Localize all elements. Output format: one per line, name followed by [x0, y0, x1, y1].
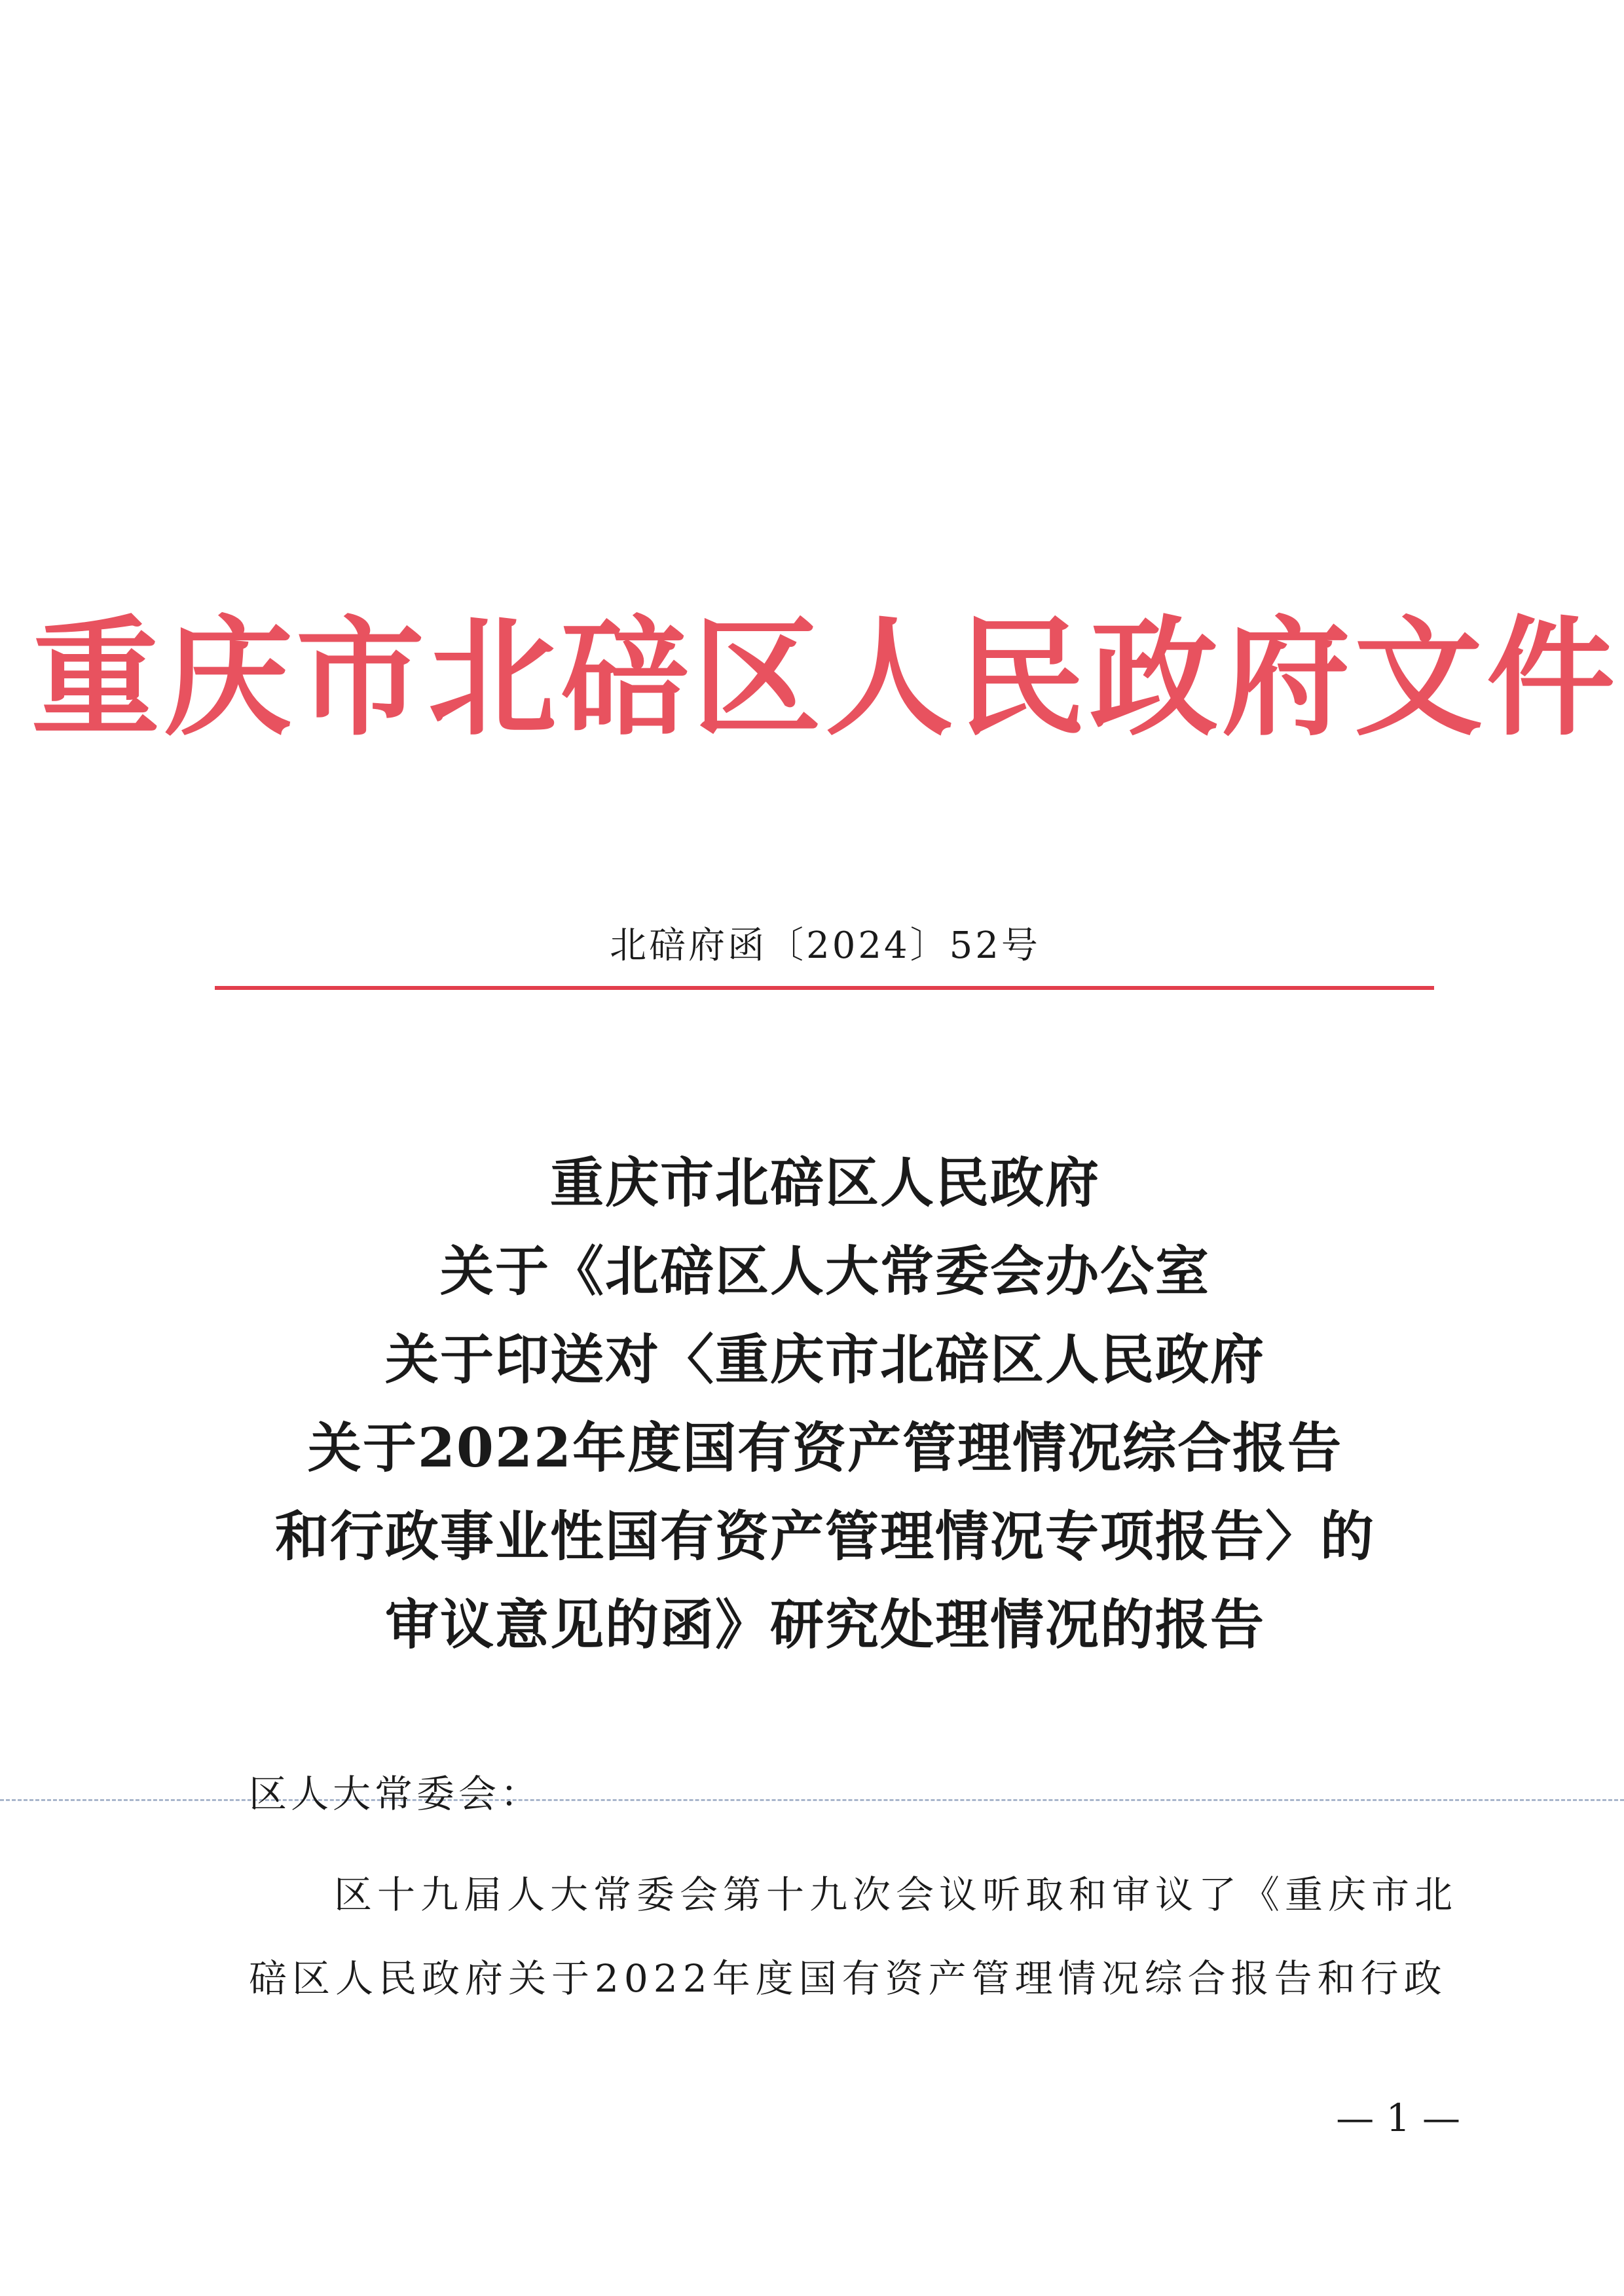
masthead-title: 重庆市北碚区人民政府文件 — [31, 604, 1619, 754]
title-line: 审议意见的函》研究处理情况的报告 — [384, 1594, 1265, 1656]
body-line: 区十九届人大常委会第十九次会议听取和审议了《重庆市北 — [334, 1872, 1458, 1917]
red-separator-line — [215, 986, 1434, 990]
title-line: 关于印送对〈重庆市北碚区人民政府 — [384, 1328, 1265, 1391]
title-line: 关于《北碚区人大常委会办公室 — [439, 1240, 1210, 1303]
body-line: 碚区人民政府关于2022年度国有资产管理情况综合报告和行政 — [249, 1956, 1447, 2001]
title-line: 重庆市北碚区人民政府 — [549, 1152, 1100, 1214]
scan-dashed-line — [0, 1799, 1624, 1801]
title-line: 关于2022年度国有资产管理情况综合报告 — [307, 1417, 1343, 1480]
title-line: 和行政事业性国有资产管理情况专项报告〉的 — [274, 1505, 1375, 1568]
document-number: 北碚府函〔2024〕52号 — [610, 924, 1041, 967]
page-number: — 1 — — [1336, 2096, 1460, 2140]
salutation: 区人大常委会： — [249, 1772, 543, 1816]
body-paragraph — [249, 1853, 1467, 2020]
report-title — [196, 1139, 1454, 1669]
